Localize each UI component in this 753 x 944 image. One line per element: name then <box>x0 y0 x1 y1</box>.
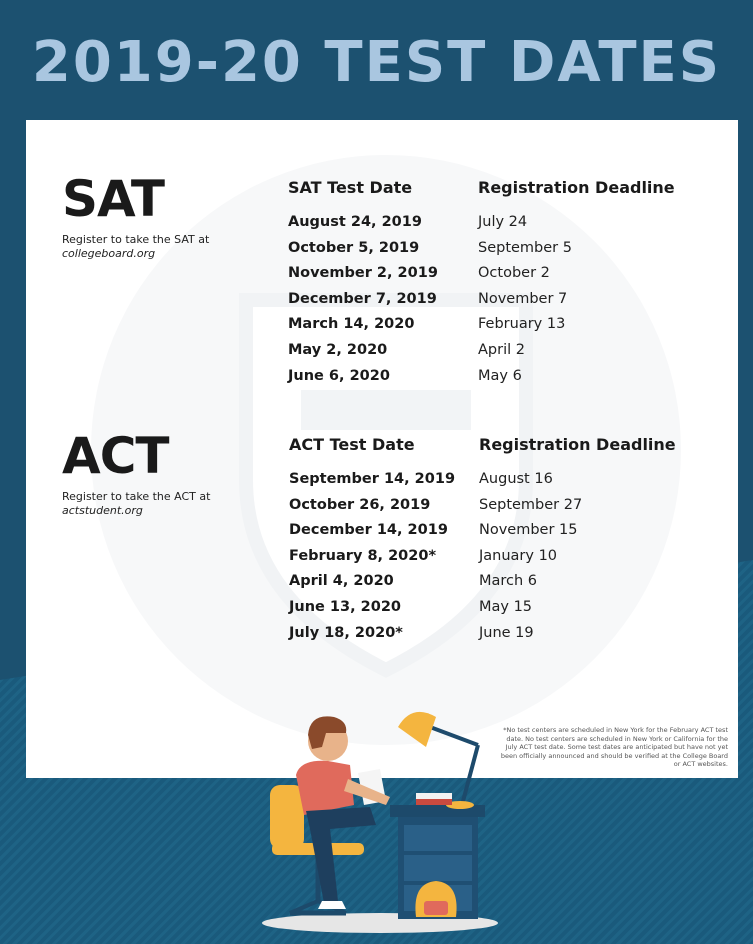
list-item: February 8, 2020* <box>289 547 437 564</box>
sat-dates-header: SAT Test Date <box>288 178 413 197</box>
test-dates-card <box>26 120 738 778</box>
list-item: October 5, 2019 <box>288 239 420 256</box>
list-item: October 26, 2019 <box>289 496 431 513</box>
list-item: May 6 <box>478 367 522 384</box>
list-item: March 6 <box>479 573 538 590</box>
sat-deadlines-column <box>478 178 675 393</box>
act-deadline-header: Registration Deadline <box>479 435 676 454</box>
list-item: February 13 <box>478 316 566 333</box>
sat-register-link[interactable]: collegeboard.org <box>62 247 156 260</box>
list-item: December 7, 2019 <box>288 290 437 307</box>
list-item: June 19 <box>479 624 534 641</box>
list-item: August 16 <box>479 471 553 487</box>
act-dates-column <box>289 435 455 650</box>
act-register-info <box>62 490 210 518</box>
act-title: ACT <box>62 427 169 485</box>
list-item: April 4, 2020 <box>289 573 394 590</box>
sat-title: SAT <box>62 170 164 228</box>
list-item: July 24 <box>478 214 528 230</box>
list-item: January 10 <box>479 547 558 564</box>
sat-deadline-header: Registration Deadline <box>478 178 675 197</box>
sat-dates-column <box>288 178 438 393</box>
sat-register-text: Register to take the SAT at <box>62 233 210 246</box>
footnote: *No test centers are scheduled in New York for the February ACT test date. No test centers are scheduled in New York or California for the July ACT test date. Some test dates are anticipated but have not yet been officially announced and should be verified at the College Board or ACT websites. <box>500 726 728 768</box>
page-title: 2019-20 TEST DATES <box>31 30 722 95</box>
act-register-link[interactable]: actstudent.org <box>62 504 143 517</box>
list-item: June 6, 2020 <box>288 367 390 384</box>
list-item: July 18, 2020* <box>289 624 403 641</box>
list-item: June 13, 2020 <box>289 598 402 615</box>
list-item: August 24, 2019 <box>288 214 422 230</box>
act-dates-header: ACT Test Date <box>289 435 415 454</box>
list-item: November 15 <box>479 522 578 539</box>
list-item: September 5 <box>478 239 572 256</box>
list-item: December 14, 2019 <box>289 522 448 539</box>
list-item: May 15 <box>479 598 533 615</box>
list-item: May 2, 2020 <box>288 341 388 358</box>
list-item: September 27 <box>479 496 583 513</box>
list-item: September 14, 2019 <box>289 471 456 487</box>
list-item: October 2 <box>478 265 550 282</box>
list-item: April 2 <box>478 341 525 358</box>
sat-register-info <box>62 233 209 261</box>
act-register-text: Register to take the ACT at <box>62 490 211 503</box>
student-desk-illustration <box>230 705 530 940</box>
list-item: November 2, 2019 <box>288 265 438 282</box>
list-item: November 7 <box>478 290 568 307</box>
list-item: March 14, 2020 <box>288 316 415 333</box>
act-deadlines-column <box>479 435 676 650</box>
